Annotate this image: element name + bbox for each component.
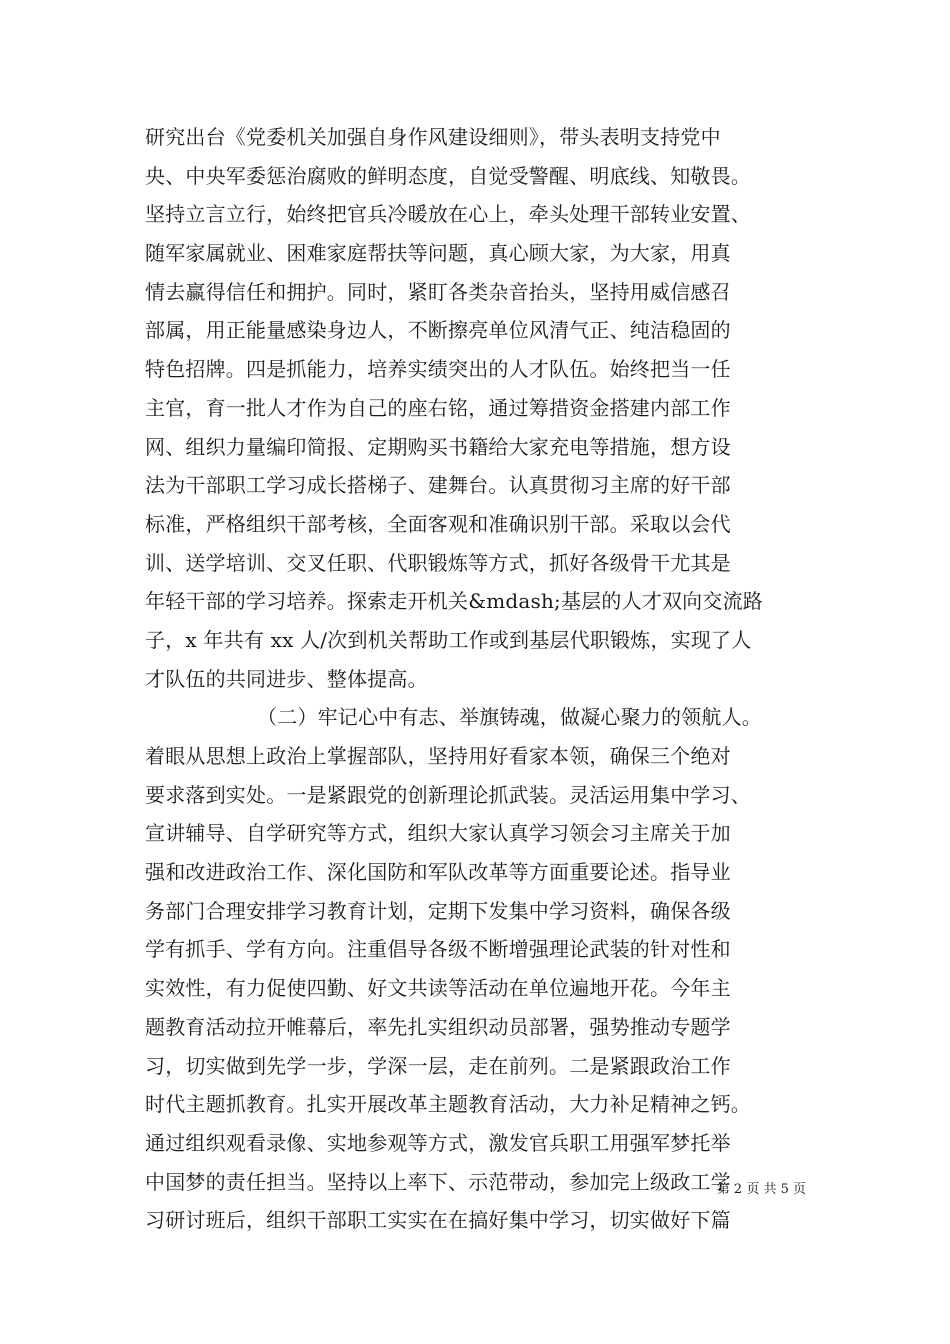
body-text: [145, 118, 835, 1240]
text-line: 标准，严格组织干部考核，全面客观和准确识别干部。采取以会代: [145, 511, 731, 536]
text-line: 中国梦的责任担当。坚持以上率下、示范带动，参加完上级政工学: [145, 1169, 731, 1194]
text-line: 情去赢得信任和拥护。同时，紧盯各类杂音抬头，坚持用威信感召: [145, 279, 731, 304]
text-line: 法为干部职工学习成长搭梯子、建舞台。认真贯彻习主席的好干部: [145, 473, 731, 498]
text-line: 习，切实做到先学一步，学深一层，走在前列。二是紧跟政治工作: [145, 1053, 731, 1078]
text-line: 部属，用正能量感染身边人，不断擦亮单位风清气正、纯洁稳固的: [145, 318, 731, 343]
text-line: 强和改进政治工作、深化国防和军队改革等方面重要论述。指导业: [145, 860, 731, 885]
text-line: 要求落到实处。一是紧跟党的创新理论抓武装。灵活运用集中学习、: [145, 782, 751, 807]
text-line: 题教育活动拉开帷幕后，率先扎实组织动员部署，强势推动专题学: [145, 1014, 731, 1039]
text-line: 实效性，有力促使四勤、好文共读等活动在单位遍地开花。今年主: [145, 976, 731, 1001]
section-heading: （二）牢记心中有志、举旗铸魂，做凝心聚力的领航人。: [257, 705, 762, 730]
text-line: 学有抓手、学有方向。注重倡导各级不断增强理论武装的针对性和: [145, 937, 731, 962]
text-line: 随军家属就业、困难家庭帮扶等问题，真心顾大家，为大家，用真: [145, 241, 731, 266]
text-line: 时代主题抓教育。扎实开展改革主题教育活动，大力补足精神之钙。: [145, 1092, 751, 1117]
text-line: 研究出台《党委机关加强自身作风建设细则》，带头表明支持党中: [145, 125, 721, 149]
text-line: 央、中央军委惩治腐败的鲜明态度，自觉受警醒、明底线、知敬畏。: [145, 163, 751, 188]
page-number-footer: 第 2 页 共 5 页: [716, 1182, 806, 1197]
text-line: 年轻干部的学习培养。探索走开机关&mdash;基层的人才双向交流路: [145, 589, 763, 614]
text-line: 训、送学培训、交叉任职、代职锻炼等方式，抓好各级骨干尤其是: [145, 550, 731, 575]
text-line: 主官，育一批人才作为自己的座右铭，通过筹措资金搭建内部工作: [145, 395, 731, 420]
text-line: 坚持立言立行，始终把官兵冷暖放在心上，牵头处理干部转业安置、: [145, 202, 751, 227]
text-line: 网、组织力量编印简报、定期购买书籍给大家充电等措施，想方设: [145, 434, 731, 459]
text-line: 务部门合理安排学习教育计划，定期下发集中学习资料，确保各级: [145, 898, 731, 923]
text-line: 通过组织观看录像、实地参观等方式，激发官兵职工用强军梦托举: [145, 1130, 731, 1155]
text-line: 子，x 年共有 xx 人/次到机关帮助工作或到基层代职锻炼，实现了人: [145, 627, 752, 652]
text-line: 特色招牌。四是抓能力，培养实绩突出的人才队伍。始终把当一任: [145, 357, 731, 382]
text-line: 着眼从思想上政治上掌握部队，坚持用好看家本领，确保三个绝对: [145, 744, 731, 768]
text-line: 才队伍的共同进步、整体提高。: [145, 666, 428, 691]
text-line: 习研讨班后，组织干部职工实实在在搞好集中学习，切实做好下篇: [145, 1208, 731, 1233]
text-line: 宣讲辅导、自学研究等方式，组织大家认真学习领会习主席关于加: [145, 821, 731, 846]
